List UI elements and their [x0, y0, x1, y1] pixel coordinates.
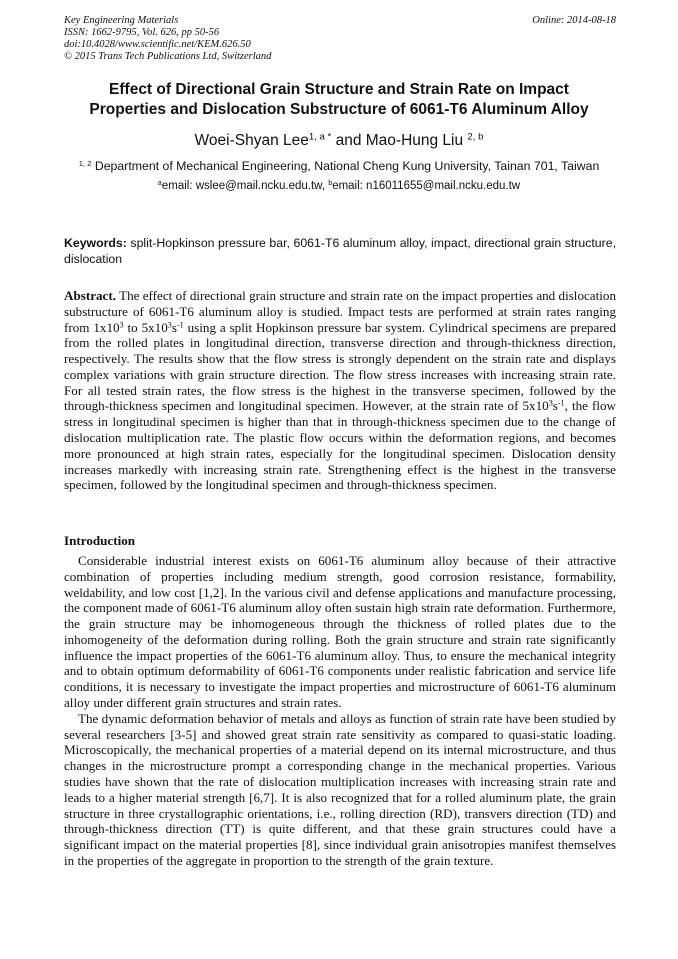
intro-paragraph-2: The dynamic deformation behavior of metals and alloys as function of strain rate have been studied by several researchers [3-5] and showed great strain rate sensitivity as compared to quasi-static loading. Microscopically, the mechanical properties of a material depend on its internal microstructure, and thus changes in the microstructure prompt a corresponding change in the mechanical properties. Various studies have shown that the rate of dislocation multiplication increases with increasing strain rate and leads to a higher material strength [6,7]. It is also recognized that for a rolled aluminum plate, the grain structure in three crystallographic orientations, i.e., rolling direction (RD), transvers direction (TD) and through-thickness direction (TT) is quite different, and that these grain structures could have a significant impact on the material properties [8], since individual grain anisotropies manifest themselves in the properties of the aggregate in proportion to the strength of the grain texture. [64, 710, 616, 868]
abstract-text-6: , the flow stress in longitudinal specimen is higher than that in through-thickness specimen due to the change of dislocation multiplication rate. The plastic flow occurs within the deformation regions, and becomes more pronounced at high strain rates, especially for the longitudinal specimen. Dislocation density increases markedly with increasing strain rate. Strengthening effect is the highest in the transverse specimen, followed by the longitudinal specimen and through-thickness specimen. [64, 398, 616, 493]
doi-line[interactable]: doi:10.4028/www.scientific.net/KEM.626.50 [64, 39, 251, 50]
author-conjunction: and [331, 132, 366, 149]
keywords [64, 236, 616, 267]
email-line [40, 179, 638, 194]
email-a[interactable]: email: wslee@mail.ncku.edu.tw, [161, 180, 329, 192]
abstract-sup-3: -1 [176, 320, 184, 330]
email-b[interactable]: email: n16011655@mail.ncku.edu.tw [332, 180, 521, 192]
abstract-sup-5: -1 [557, 399, 565, 409]
author-list [40, 131, 638, 150]
keywords-text: split-Hopkinson pressure bar, 6061-T6 aluminum alloy, impact, directional grain structure, dislocation [64, 236, 616, 266]
abstract-text-1: The effect of directional grain structure and strain rate on the impact properties and dislocation substructure of 6061-T6 aluminum alloy is studied. Impact tests are performed at strain rates ranging from 1x10 [64, 288, 616, 335]
affiliation-mark: 1, 2 [78, 158, 92, 168]
title-line-1: Effect of Directional Grain Structure and Strain Rate on Impact [109, 81, 569, 98]
abstract-sup-2: 3 [167, 320, 172, 330]
abstract-text-2: to 5x10 [123, 319, 168, 335]
abstract-text-4: using a split Hopkinson pressure bar system. Cylindrical specimens are prepared from the rolled plates in longitudinal direction, transverse direction and through-thickness direction, respectively. The results show that the flow stress is strongly dependent on the strain rate and displays complex variations with grain structure direction. The flow stress increases with increasing strain rate. For all tested strain rates, the flow stress is the highest in the transverse specimen, followed by the through-thickness specimen and longitudinal specimen. However, at the strain rate of 5x10 [64, 319, 617, 414]
abstract-label: Abstract. [64, 288, 116, 303]
section-heading-introduction: Introduction [64, 533, 136, 548]
affiliation-text: Department of Mechanical Engineering, National Cheng Kung University, Tainan 701, Taiwan [91, 159, 600, 173]
author-1-affiliation-mark: 1, a * [308, 131, 332, 143]
title-line-2: Properties and Dislocation Substructure of 6061-T6 Aluminum Alloy [89, 100, 589, 118]
affiliation [30, 159, 648, 174]
journal-name: Key Engineering Materials [64, 15, 179, 26]
keywords-label: Keywords: [64, 236, 127, 250]
author-2-affiliation-mark: 2, b [467, 131, 484, 143]
abstract-sup-1: 3 [119, 320, 124, 330]
abstract-text-5: s [552, 398, 558, 414]
copyright-line: © 2015 Trans Tech Publications Ltd, Switzerland [64, 51, 272, 62]
publication-header [64, 15, 616, 63]
email-a-mark: a [157, 179, 162, 188]
abstract-sup-4: 3 [548, 399, 553, 409]
author-1-name: Woei-Shyan Lee [194, 132, 309, 149]
abstract [64, 288, 616, 493]
issn-line: ISSN: 1662-9795, Vol. 626, pp 50-56 [64, 27, 220, 38]
paper-title [40, 80, 638, 119]
intro-paragraph-1: Considerable industrial interest exists on 6061-T6 aluminum alloy because of their attractive combination of properties including medium strength, good corrosion resistance, formability, weldability, and low cost [1,2]. In the various civil and defense applications and manufacture processing, the component made of 6061-T6 aluminum alloy often sustain high strain rate deformation. Furthermore, the grain structure may be inhomogeneous through the thickness of rolled plates due to the inhomogeneity of the deformation during rolling. Both the grain structure and strain rate significantly influence the impact properties of the 6061-T6 aluminum alloy. Thus, to ensure the mechanical integrity and to obtain optimum deformability of 6061-T6 components under realistic fabrication and service life conditions, it is necessary to investigate the impact properties and microstructure of 6061-T6 aluminum alloy under different grain structures and strain rates. [64, 553, 616, 711]
introduction-body [64, 553, 616, 869]
abstract-text-3: s [171, 319, 177, 335]
online-date: Online: 2014-08-18 [532, 15, 616, 26]
author-2-name: Mao-Hung Liu [365, 132, 468, 149]
email-b-mark: b [328, 179, 333, 188]
